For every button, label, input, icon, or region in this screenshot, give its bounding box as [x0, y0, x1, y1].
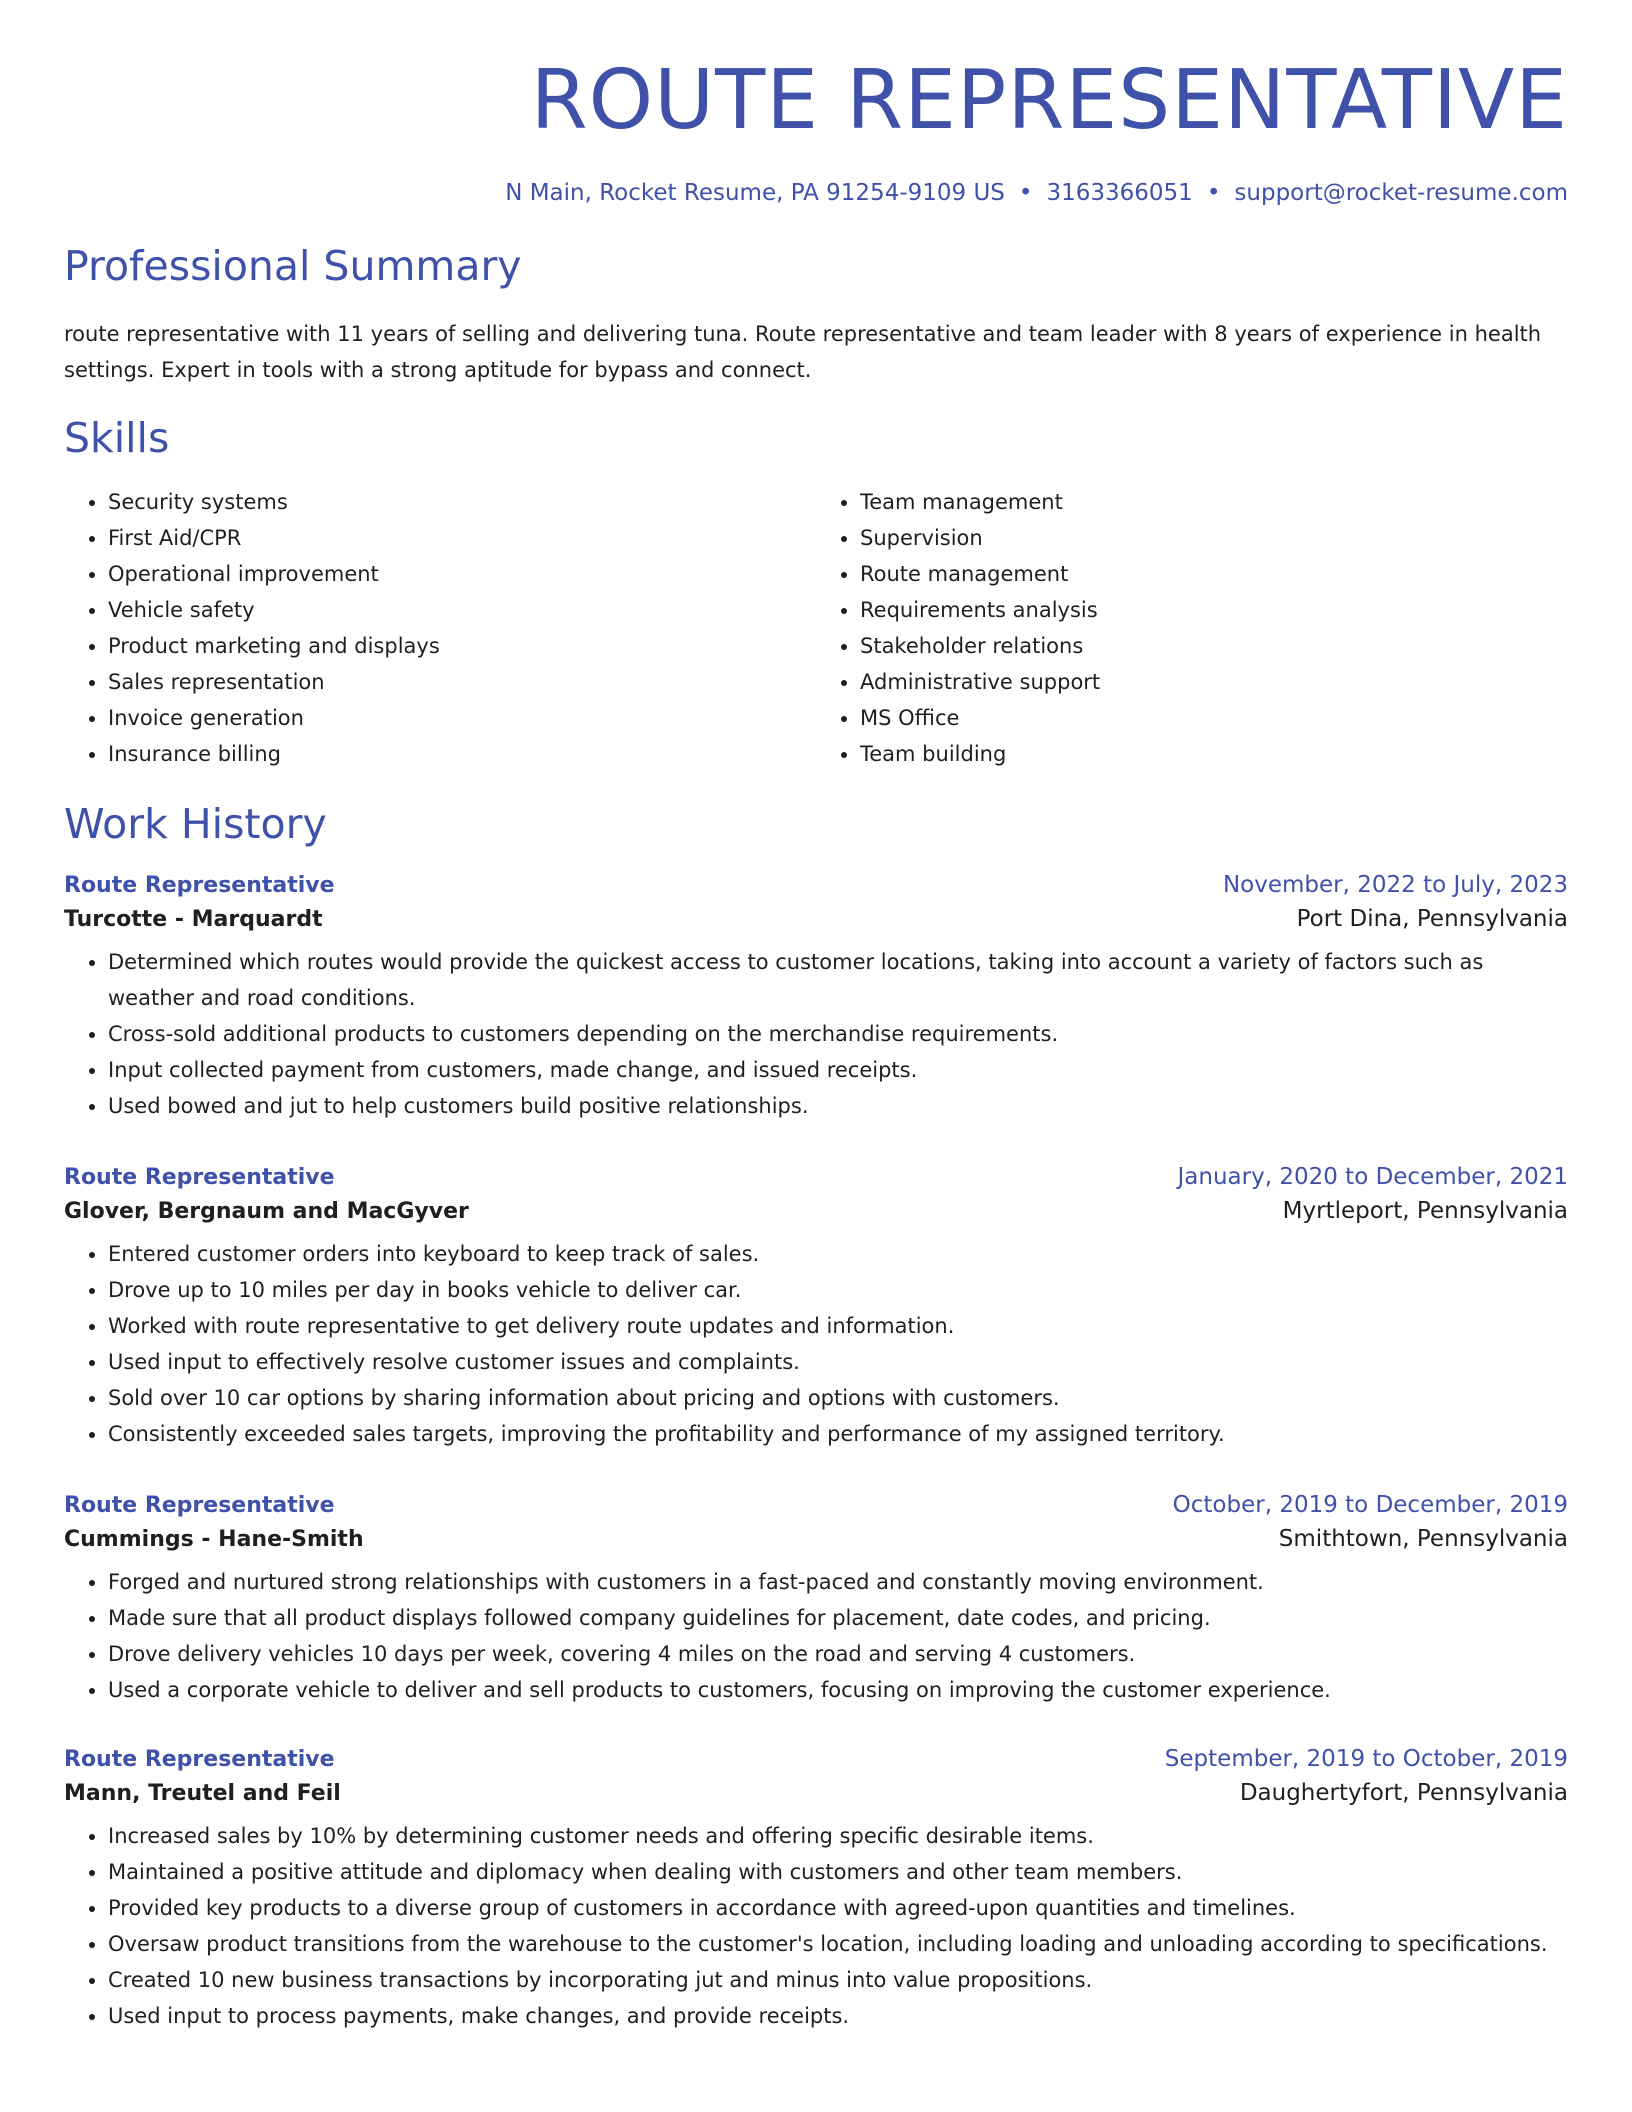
job-bullet: • Used input to effectively resolve customer issues and complaints. [108, 1344, 1568, 1380]
job-bullets [64, 1564, 1568, 1708]
work-history [64, 872, 1568, 2034]
job-bullets [64, 1236, 1568, 1452]
job-title: Route Representative [64, 1165, 335, 1190]
skill-item: • Insurance billing [108, 736, 816, 772]
skill-item: • Requirements analysis [860, 592, 1568, 628]
skills-list-left [64, 484, 816, 772]
job-bullet: • Forged and nurtured strong relationships with customers in a fast-paced and constantly moving environment. [108, 1564, 1568, 1600]
job-bullet: • Worked with route representative to get delivery route updates and information. [108, 1308, 1568, 1344]
skill-item: • Vehicle safety [108, 592, 816, 628]
job-bullet: • Oversaw product transitions from the warehouse to the customer's location, including loading and unloading according to specifications. [108, 1926, 1568, 1962]
skill-item: • Operational improvement [108, 556, 816, 592]
skill-item: • Stakeholder relations [860, 628, 1568, 664]
job-header-row [64, 1746, 1568, 1772]
skill-item: • MS Office [860, 700, 1568, 736]
job-title: Route Representative [64, 873, 335, 898]
job-bullet: • Increased sales by 10% by determining customer needs and offering specific desirable items. [108, 1818, 1568, 1854]
job-dates: September, 2019 to October, 2019 [1164, 1746, 1568, 1772]
skills-columns [64, 484, 1568, 772]
company-name: Mann, Treutel and Feil [64, 1781, 341, 1806]
contact-line [64, 180, 1568, 206]
skill-item: • Invoice generation [108, 700, 816, 736]
job-header-row [64, 872, 1568, 898]
work-heading: Work History [64, 800, 327, 848]
job-bullet: • Used a corporate vehicle to deliver and sell products to customers, focusing on improving the customer experience. [108, 1672, 1568, 1708]
job-location: Myrtleport, Pennsylvania [1282, 1198, 1568, 1224]
skill-item: • Team building [860, 736, 1568, 772]
job-location: Port Dina, Pennsylvania [1296, 906, 1568, 932]
job-company-row [64, 906, 1568, 932]
company-name: Glover, Bergnaum and MacGyver [64, 1199, 469, 1224]
job-header-row [64, 1492, 1568, 1518]
skill-item: • First Aid/CPR [108, 520, 816, 556]
skill-item: • Route management [860, 556, 1568, 592]
contact-separator: • [1018, 180, 1033, 206]
phone: 3163366051 [1046, 180, 1193, 206]
job-bullets [64, 1818, 1568, 2034]
job-company-row [64, 1780, 1568, 1806]
job-bullets [64, 944, 1568, 1124]
company-name: Turcotte - Marquardt [64, 907, 323, 932]
job-bullet: • Provided key products to a diverse group of customers in accordance with agreed-upon quantities and timelines. [108, 1890, 1568, 1926]
job-header-row [64, 1164, 1568, 1190]
skill-item: • Product marketing and displays [108, 628, 816, 664]
job-location: Daughertyfort, Pennsylvania [1239, 1780, 1568, 1806]
job-bullet: • Created 10 new business transactions by incorporating jut and minus into value propositions. [108, 1962, 1568, 1998]
job-bullet: • Entered customer orders into keyboard to keep track of sales. [108, 1236, 1568, 1272]
summary-text: route representative with 11 years of selling and delivering tuna. Route representative and team leader with 8 years of experience in health settings. Expert in tools with a strong aptitude for bypass and connect. [64, 322, 1542, 382]
job-bullet: • Sold over 10 car options by sharing information about pricing and options with customers. [108, 1380, 1568, 1416]
job-entry [64, 1746, 1568, 2034]
address: N Main, Rocket Resume, PA 91254-9109 US [505, 180, 1005, 206]
job-bullet: • Drove up to 10 miles per day in books vehicle to deliver car. [108, 1272, 1568, 1308]
job-bullet: • Used input to process payments, make changes, and provide receipts. [108, 1998, 1568, 2034]
skill-item: • Team management [860, 484, 1568, 520]
job-bullet: • Determined which routes would provide the quickest access to customer locations, taking into account a variety of factors such as weather and road conditions. [108, 944, 1568, 1016]
job-location: Smithtown, Pennsylvania [1278, 1526, 1568, 1552]
skill-item: • Supervision [860, 520, 1568, 556]
job-bullet: • Cross-sold additional products to customers depending on the merchandise requirements. [108, 1016, 1568, 1052]
skills-heading: Skills [64, 414, 170, 462]
job-company-row [64, 1198, 1568, 1224]
skill-item: • Security systems [108, 484, 816, 520]
job-entry [64, 872, 1568, 1124]
job-bullet: • Maintained a positive attitude and diplomacy when dealing with customers and other team members. [108, 1854, 1568, 1890]
email-link[interactable]: support@rocket-resume.com [1234, 180, 1568, 206]
skill-item: • Administrative support [860, 664, 1568, 700]
job-dates: October, 2019 to December, 2019 [1172, 1492, 1568, 1518]
job-company-row [64, 1526, 1568, 1552]
job-bullet: • Drove delivery vehicles 10 days per week, covering 4 miles on the road and serving 4 customers. [108, 1636, 1568, 1672]
job-title: Route Representative [64, 1493, 335, 1518]
company-name: Cummings - Hane-Smith [64, 1527, 364, 1552]
job-bullet: • Consistently exceeded sales targets, improving the profitability and performance of my assigned territory. [108, 1416, 1568, 1452]
skills-list-right [816, 484, 1568, 772]
job-title: Route Representative [64, 1747, 335, 1772]
job-bullet: • Made sure that all product displays followed company guidelines for placement, date codes, and pricing. [108, 1600, 1568, 1636]
job-dates: January, 2020 to December, 2021 [1177, 1164, 1568, 1190]
job-entry [64, 1164, 1568, 1452]
resume-title: ROUTE REPRESENTATIVE [530, 53, 1568, 148]
job-bullet: • Used bowed and jut to help customers build positive relationships. [108, 1088, 1568, 1124]
job-dates: November, 2022 to July, 2023 [1222, 872, 1568, 898]
summary-heading: Professional Summary [64, 242, 522, 290]
job-bullet: • Input collected payment from customers, made change, and issued receipts. [108, 1052, 1568, 1088]
skill-item: • Sales representation [108, 664, 816, 700]
job-entry [64, 1492, 1568, 1708]
contact-separator: • [1206, 180, 1221, 206]
